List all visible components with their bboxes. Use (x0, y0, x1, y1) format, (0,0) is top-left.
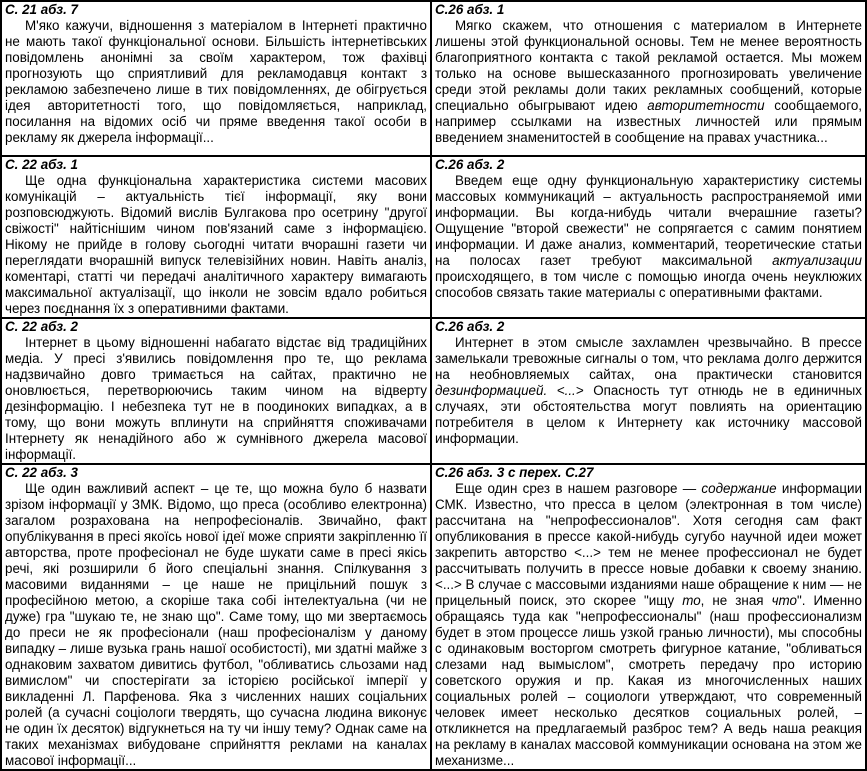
page-reference: С.26 абз. 2 (435, 157, 505, 172)
paragraph-text: Интернет в этом смысле захламлен чрезвычайно. В прессе замелькали тревожные сигналы о том, что реклама долго держится на необновляемых сайтах, она практически становится дезинформацией. <...> Опасность тут отнюдь не в единичных случаях, эти обстоятельства могут повлиять на ориентацию потребителя в целом к Интернету как источнику массовой информации. (435, 335, 862, 446)
ukrainian-cell (1, 156, 431, 318)
paragraph-text: Введем еще одну функциональную характеристику системы массовых коммуникаций – актуальность распространяемой ими информации. Вы когда-нибудь читали вчерашние газеты? Ощущение "второй свежести" не сопрягается с самим понятием информации. И даже анализ, комментарий, теоретические статьи на полосах газет требуют максимальной актуализации происходящего, в том числе с помощью иногда очень неуклюжих способов связать такие материалы с оперативными фактами. (435, 173, 862, 300)
page-reference: С.26 абз. 2 (435, 319, 505, 334)
paragraph-text: М'яко кажучи, відношення з матеріалом в Інтернеті практично не мають такої функціональної основи. Більшість інтернетівських повідомлень анонімні за своїм характером, тож фахівці прогнозують що сприятливий для рекламодавця контакт з рекламою забезпечено лише в тих повідомленнях, де обігрується ідея авторитетності того, що повідомляється, наприклад, посилання на відомих осіб чи пряме введення такої особи в рекламу як джерела інформації... (5, 18, 427, 145)
emphasis-text: что (771, 593, 797, 608)
paragraph-text: Мягко скажем, что отношения с материалом в Интернете лишены этой функциональной основы. Тем не менее вероятность благоприятного контакта с такой рекламой остается. Мы можем только на основе вышесказанного прогнозировать увеличение среди этой рекламы доли таких рекламных сообщений, которые специально обыгрывают идею авторитетности сообщаемого, например ссылками на известных личностей или прямым введением знаменитостей в сообщение на правах участника... (435, 18, 862, 145)
page-reference: С.26 абз. 1 (435, 2, 505, 17)
russian-cell (431, 464, 866, 770)
emphasis-text: содержание (701, 481, 777, 496)
table-row (1, 1, 866, 156)
paragraph-text: Еще один срез в нашем разговоре — содержание информации СМК. Известно, что пресса в целом (электронная в том числе) рассчитана на "непрофессионалов". Хотя сегодня сам факт опубликования в прессе какой-нибудь сугубо научной идеи может закрепить авторство <...> тем не менее профессионал не будет рассчитывать получить в прессе новые добавки к своему знанию. <...> В случае с массовыми изданиями наше обращение к ним — не прицельный поиск, это скорее "ищу то, не зная что". Именно обращаясь туда как "непрофессионалы" (наш профессионализм будет в этом процессе лишь узкой гранью личности), мы способны с одинаковым восторгом смотреть фигурное катание, "обливаться слезами над вымыслом", смотреть передачу про историю советского оружия и пр. Какая из многочисленных наших социальных ролей – социологи утверждают, что современный человек имеет несколько десятков социальных ролей, – откликнется на предлагаемый разброс тем? А ведь наша реакция на рекламу в каналах массовой коммуникации основана на этом же механизме... (435, 481, 862, 768)
ukrainian-cell (1, 1, 431, 156)
table-row (1, 464, 866, 770)
page-reference: С. 21 абз. 7 (5, 2, 79, 17)
paragraph-text: Інтернет в цьому відношенні набагато відстає від традиційних медіа. У пресі з'явились повідомлення про те, що реклама надзвичайно довго тримається на сайтах, практично не оновлюється, перетворюючись таким чином на відверту дезінформацію. І небезпека тут не в поодиноких випадках, а в тому, що вони можуть вплинути на сприйняття споживачами Інтернету як ненадійного або ж сумнівного джерела масової інформації. (5, 335, 427, 462)
page-reference: С. 22 абз. 2 (5, 319, 79, 334)
emphasis-text: авторитетности (647, 98, 765, 113)
table-row (1, 156, 866, 318)
russian-cell (431, 156, 866, 318)
ukrainian-cell (1, 318, 431, 464)
russian-cell (431, 1, 866, 156)
page-reference: С. 22 абз. 3 (5, 465, 79, 480)
paragraph-text: Ще один важливий аспект – це те, що можна було б назвати зрізом інформації у ЗМК. Відомо, що преса (особливо електронна) загалом розрахована на непрофесіоналів. Звичайно, факт опублікування в пресі якоїсь нової ідеї може сприяти закріпленню її авторства, проте професіонал не буде шукати саме в пресі якісь речі, які розширили б його спеціальні знання. Спілкування з масовими виданнями – це наше не прицільний пошук з професійною метою, а скоріше така собі інтелектуальна (чи не дуже) гра "шукаю те, не знаю що". Саме тому, що ми звертаємось до преси не як професіонали (наш професіоналізм у даному випадку – лише вузька грань нашої особистості), ми здатні майже з однаковим захватом дивитись футбол, "обливатись сльозами над вимислом" чи спостерігати за історією російської імперії у викладенні Л. Парфенова. Яка з численних наших соціальних ролей (а сучасні соціологи твердять, що сучасна людина виконує не один їх десяток) відгукнеться на ту чи іншу тему? Однак саме на таких механізмах вибудоване сприйняття реклами на каналах масової інформації... (5, 481, 427, 768)
page-reference: С.26 абз. 3 с перех. С.27 (435, 465, 594, 480)
paragraph-text: Ще одна функціональна характеристика системи масових комунікацій – актуальність тієї інформації, яку вони розповсюджують. Відомий вислів Булгакова про осетрину "другої свіжості" найтіснішим чином пов'язаний саме з інформацією. Нікому не прийде в голову сьогодні читати вчорашні газети чи переглядати вчорашній випуск телевізійних новин. Навіть аналіз, коментарі, статті чи передачі аналітичного характеру вимагають максимальної актуалізації, що інколи не зовсім вдало робиться через поєднання їх з оперативними фактами. (5, 173, 427, 316)
emphasis-text: то (682, 593, 701, 608)
table-row (1, 318, 866, 464)
emphasis-text: актуализации (772, 253, 862, 268)
emphasis-text: дезинформацией. <...> (435, 383, 584, 398)
page-reference: С. 22 абз. 1 (5, 157, 79, 172)
russian-cell (431, 318, 866, 464)
ukrainian-cell (1, 464, 431, 770)
